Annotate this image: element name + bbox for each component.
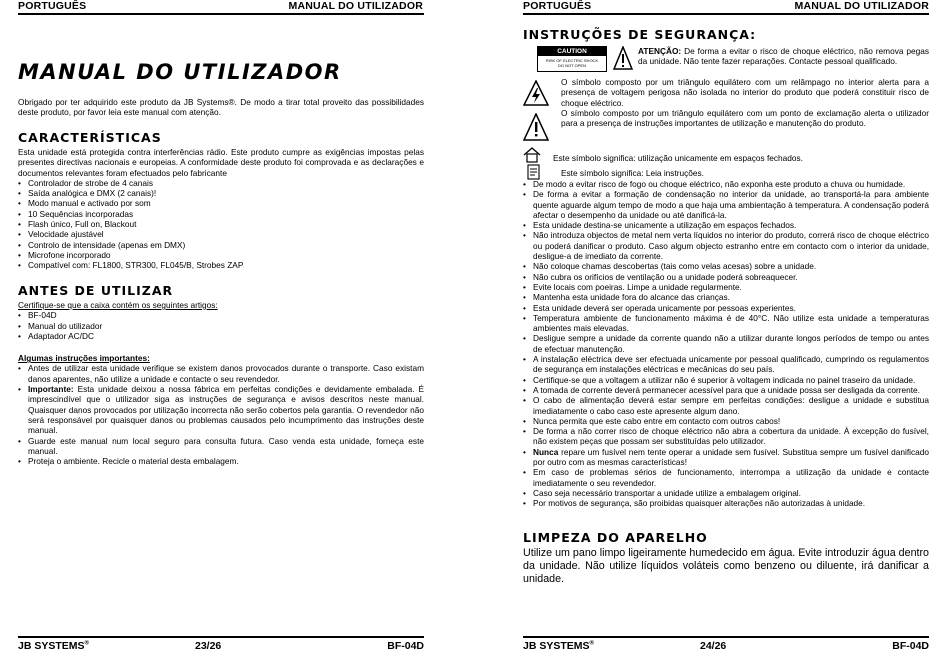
safety-item: [523, 395, 929, 416]
header-title: MANUAL DO UTILIZADOR: [288, 0, 423, 12]
main-title: MANUAL DO UTILIZADOR: [18, 60, 342, 84]
safety-item-text: A instalação eléctrica deve ser efectuada unicamente por pessoal qualificado, cumprindo os regulamentos de segurança em instalações eléctricas e mecânicas do seu país.: [533, 354, 929, 375]
feature-item: • 10 Sequências incorporadas: [18, 209, 424, 219]
header-title: MANUAL DO UTILIZADOR: [794, 0, 929, 12]
footer-model: BF-04D: [387, 640, 424, 652]
safety-item: [523, 313, 929, 334]
feature-item: • Saída analógica e DMX (2 canais)!: [18, 188, 424, 198]
before-use-section: [18, 300, 424, 466]
caution-risk-text: RISK OF ELECTRIC SHOCK: [545, 58, 599, 63]
contents-list: [18, 310, 424, 341]
caution-label: [537, 46, 607, 72]
header-rule: [523, 13, 929, 15]
contents-item: • Manual do utilizador: [18, 321, 424, 331]
exclamation-warning-icon: [613, 46, 633, 70]
indoor-use-icon: [523, 147, 541, 163]
safety-list: [523, 179, 929, 509]
page-footer: [523, 640, 929, 654]
safety-section: [523, 179, 929, 509]
page-footer: [18, 640, 424, 654]
feature-item: • Controlo de intensidade (apenas em DMX): [18, 240, 424, 250]
safety-item-text: Nunca permita que este cabo entre em contacto com outros cabos!: [533, 415, 781, 426]
cleaning-text: Utilize um pano limpo ligeiramente humedecido em água. Evite introduzir água dentro da unidade. Não utilize líquidos voláteis como benzeno ou diluente, irá danificar a unidade.: [523, 547, 929, 585]
safety-item-text: Desligue sempre a unidade da corrente quando não a utilizar durante longos períodos de tempo ou antes de efectuar manutenção.: [533, 333, 929, 354]
page-header: [523, 0, 929, 14]
safety-item-text: A tomada de corrente deverá permanecer acessível para que a unidade possa ser desligada da corrente.: [533, 384, 920, 395]
features-intro: Esta unidade está protegida contra interferências rádio. Este produto cumpre as exigências impostas pelas presentes directivas nacionais e europeias. A conformidade deste produto foi comprovada e as declarações e documentos relevantes foram efectuados pelo fabricante: [18, 147, 424, 178]
safety-item-text: repare um fusível nem tente operar a unidade sem fusível. Substitua sempre um fusível danificado por outro com as mesmas características!: [533, 446, 929, 468]
safety-item: [523, 354, 929, 375]
safety-item: [523, 189, 929, 220]
safety-item-text: Esta unidade destina-se unicamente a utilização em espaços fechados.: [533, 220, 797, 231]
safety-item: [523, 488, 929, 498]
instruction-item-bold: Importante:: [28, 384, 74, 395]
safety-item-text: Certifique-se que a voltagem a utilizar não é superior à voltagem indicada no painel traseiro da unidade.: [533, 374, 916, 385]
footer-rule: [18, 636, 424, 638]
safety-item-text: O cabo de alimentação deverá estar sempre em perfeitas condições: desligue a unidade e substitua imediatamente o cabo caso este apresente algum dano.: [533, 395, 929, 416]
features-section: [18, 147, 424, 271]
safety-item-bold: Nunca: [533, 446, 559, 457]
important-instructions-label: Algumas instruções importantes:: [18, 353, 150, 364]
contents-item: • BF-04D: [18, 310, 424, 320]
safety-item: [523, 230, 929, 261]
lightning-warning-icon: [523, 80, 549, 106]
safety-item: [523, 447, 929, 468]
safety-item: [523, 282, 929, 292]
header-language: PORTUGUÊS: [523, 0, 592, 12]
features-list: [18, 178, 424, 271]
safety-item-text: Caso seja necessário transportar a unidade utilize a embalagem original.: [533, 487, 801, 498]
exclamation-symbol-text: O símbolo composto por um triângulo equilátero com um ponto de exclamação alerta o utilizador para a presença de instruções importantes de utilização e manutenção do produto.: [561, 108, 929, 129]
attention-body: De forma a evitar o risco de choque eléctrico, não remova pegas da unidade. Não tente fazer reparações. Contacte pessoal qualificado.: [638, 46, 929, 67]
caution-title: CAUTION: [538, 47, 606, 56]
contents-item: • Adaptador AC/DC: [18, 331, 424, 341]
safety-item-text: Temperatura ambiente de funcionamento máxima é de 40°C. Não utilize esta unidade a temperaturas ambientes mais elevadas.: [533, 312, 929, 334]
cleaning-heading: LIMPEZA DO APARELHO: [523, 530, 708, 545]
instruction-item: [18, 363, 424, 384]
read-symbol-text: Este símbolo significa: Leia instruções.: [561, 168, 704, 178]
safety-item: [523, 179, 929, 189]
read-instructions-icon: [527, 164, 541, 180]
safety-item-text: Mantenha esta unidade fora do alcance das crianças.: [533, 292, 730, 303]
header-rule: [18, 13, 424, 15]
footer-brand: JB SYSTEMS®: [523, 640, 594, 652]
safety-item: [523, 385, 929, 395]
instruction-item-text: Antes de utilizar esta unidade verifique se existem danos provocados durante o transporte. Caso existam danos aparentes, não utilize a unidade e contacte o seu revendedor.: [28, 363, 424, 384]
instruction-item: [18, 456, 424, 466]
feature-item: • Flash único, Full on, Blackout: [18, 219, 424, 229]
feature-item: • Microfone incorporado: [18, 250, 424, 260]
safety-item: [523, 272, 929, 282]
check-contents-label: Certifique-se que a caixa contém os seguintes artigos:: [18, 300, 218, 310]
safety-item: [523, 220, 929, 230]
caution-do-not-open-text: DO NOT OPEN: [558, 63, 586, 68]
safety-item-text: Evite locais com poeiras. Limpe a unidade regularmente.: [533, 281, 742, 292]
right-page: [475, 0, 950, 654]
exclamation-symbol-icon: [523, 113, 549, 141]
feature-item: • Compatível com: FL1800, STR300, FL045/B, Strobes ZAP: [18, 260, 424, 270]
indoor-symbol-text: Este símbolo significa: utilização unicamente em espaços fechados.: [553, 153, 803, 163]
attention-text: [638, 46, 929, 67]
instructions-list: [18, 363, 424, 466]
footer-page-number: 23/26: [195, 640, 222, 652]
safety-item-text: Não introduza objectos de metal nem verta líquidos no interior do produto, correrá risco de choque eléctrico ou poderá danificar o produto. Caso algum objecto estranho entre em contacto com o interior da unidade, desligue-a de imediato da corrente.: [533, 230, 929, 262]
features-heading: CARACTERÍSTICAS: [18, 130, 162, 145]
safety-item: [523, 333, 929, 354]
safety-item-text: De forma a não correr risco de choque eléctrico não abra a cobertura da unidade. À excepção do fusível, não existem peças que possam ser substituídas pelo utilizador.: [533, 426, 929, 447]
safety-item: [523, 426, 929, 447]
intro-text: [18, 97, 424, 118]
safety-item: [523, 416, 929, 426]
instruction-item-text: Guarde este manual num local seguro para consulta futura. Caso venda esta unidade, forneça este manual.: [28, 435, 424, 456]
safety-item-text: Esta unidade deverá ser operada unicamente por pessoas experientes.: [533, 302, 796, 313]
footer-rule: [523, 636, 929, 638]
instruction-item: [18, 436, 424, 457]
lightning-symbol-text: O símbolo composto por um triângulo equilátero com um relâmpago no interior alerta para a presença de voltagem perigosa não isolada no interior do produto que poderá constituir risco de choque eléctrico.: [561, 77, 929, 108]
page-header: [18, 0, 423, 14]
feature-item: • Controlador de strobe de 4 canais: [18, 178, 424, 188]
safety-item: [523, 261, 929, 271]
safety-item: [523, 292, 929, 302]
feature-item: • Velocidade ajustável: [18, 229, 424, 239]
instruction-item-text: Proteja o ambiente. Recicle o material desta embalagem.: [28, 456, 239, 467]
safety-item: [523, 303, 929, 313]
instruction-item-text: Esta unidade deixou a nossa fábrica em perfeitas condições e devidamente embalada. É imprescindível que o utilizador siga as instruções de segurança e avisos descritos neste manual. Quaisquer danos provocados por utilização incorrecta não serão cobertos pela garantia. O revendedor não será responsável por quaisquer danos ou problemas causados pelo incumprimento das instruções deste manual.: [28, 384, 424, 436]
attention-label: ATENÇÃO:: [638, 46, 682, 56]
safety-item-text: Em caso de problemas sérios de funcionamento, interrompa a utilização da unidade e contacte imediatamente o seu revendedor.: [533, 467, 929, 488]
footer-brand: JB SYSTEMS®: [18, 640, 89, 652]
safety-item-text: Por motivos de segurança, são proibidas quaisquer alterações não autorizadas à unidade.: [533, 498, 866, 509]
feature-item: • Modo manual e activado por som: [18, 198, 424, 208]
intro-paragraph: Obrigado por ter adquirido este produto da JB Systems®. De modo a tirar total proveito das possibilidades deste produto, por favor leia este manual com atenção.: [18, 97, 424, 118]
safety-item-text: De forma a evitar a formação de condensação no interior da unidade, ao transportá-la para ambiente quente aguarde algum tempo de modo a que haja uma ambientação à temperatura. A condensação poderá afectar o desempenho da unidade ou até danificá-la.: [533, 189, 929, 220]
safety-item: [523, 498, 929, 508]
safety-item-text: Não coloque chamas descobertas (tais como velas acesas) sobre a unidade.: [533, 261, 817, 272]
footer-page-number: 24/26: [700, 640, 727, 652]
safety-item-text: Não cubra os orifícios de ventilação ou a unidade poderá sobreaquecer.: [533, 271, 798, 282]
header-language: PORTUGUÊS: [18, 0, 87, 12]
before-use-heading: ANTES DE UTILIZAR: [18, 283, 174, 298]
safety-heading: INSTRUÇÕES DE SEGURANÇA:: [523, 27, 757, 42]
instruction-item: [18, 384, 424, 435]
safety-item-text: De modo a evitar risco de fogo ou choque eléctrico, não exponha este produto a chuva ou humidade.: [533, 179, 906, 189]
safety-item: [523, 375, 929, 385]
safety-item: [523, 467, 929, 488]
footer-model: BF-04D: [892, 640, 929, 652]
